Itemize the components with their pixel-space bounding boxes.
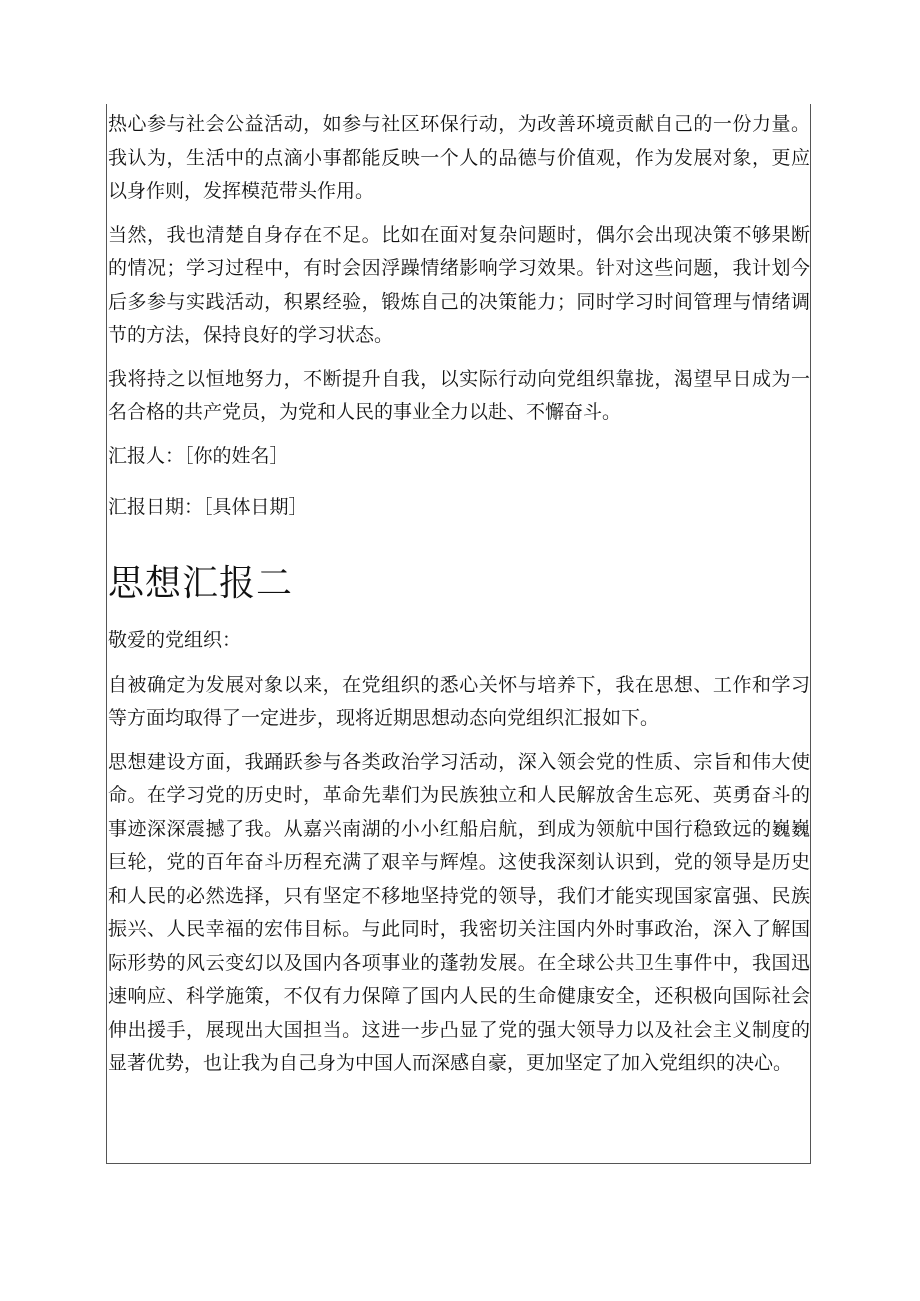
- report2-salutation: 敬爱的党组织：: [108, 628, 242, 651]
- report1-paragraph-2: 当然，我也清楚自身存在不足。比如在面对复杂问题时，偶尔会出现决策不够果断的情况；学习过程中，有时会因浮躁情绪影响学习效果。针对这些问题，我计划今后多参与实践活动，积累经验，锻炼自己的决策能力；同时学习时间管理与情绪调节的方法，保持良好的学习状态。: [108, 223, 810, 346]
- report2-paragraph-1: 自被确定为发展对象以来，在党组织的悉心关怀与培养下，我在思想、工作和学习等方面均取得了一定进步，现将近期思想动态向党组织汇报如下。: [108, 673, 810, 729]
- document-body: [108, 108, 810, 1091]
- report1-paragraph-1: 热心参与社会公益活动，如参与社区环保行动，为改善环境贡献自己的一份力量。我认为，生活中的点滴小事都能反映一个人的品德与价值观，作为发展对象，更应以身作则，发挥模范带头作用。: [108, 113, 810, 202]
- reporter-line: 汇报人：［你的姓名］: [108, 444, 289, 467]
- report1-paragraph-3: 我将持之以恒地努力，不断提升自我，以实际行动向党组织靠拢，渴望早日成为一名合格的共产党员，为党和人民的事业全力以赴、不懈奋斗。: [108, 367, 810, 423]
- report2-paragraph-2: 思想建设方面，我踊跃参与各类政治学习活动，深入领会党的性质、宗旨和伟大使命。在学习党的历史时，革命先辈们为民族独立和人民解放舍生忘死、英勇奋斗的事迹深深震撼了我。从嘉兴南湖的小小红船启航，到成为领航中国行稳致远的巍巍巨轮，党的百年奋斗历程充满了艰辛与辉煌。这使我深刻认识到，党的领导是历史和人民的必然选择，只有坚定不移地坚持党的领导，我们才能实现国家富强、民族振兴、人民幸福的宏伟目标。与此同时，我密切关注国内外时事政治，深入了解国际形势的风云变幻以及国内各项事业的蓬勃发展。在全球公共卫生事件中，我国迅速响应、科学施策，不仅有力保障了国内人民的生命健康安全，还积极向国际社会伸出援手，展现出大国担当。这进一步凸显了党的强大领导力以及社会主义制度的显著优势，也让我为自己身为中国人而深感自豪，更加坚定了加入党组织的决心。: [108, 750, 810, 1074]
- report-date-line: 汇报日期：［具体日期］: [108, 495, 308, 518]
- report2-title: 思想汇报二: [108, 562, 294, 604]
